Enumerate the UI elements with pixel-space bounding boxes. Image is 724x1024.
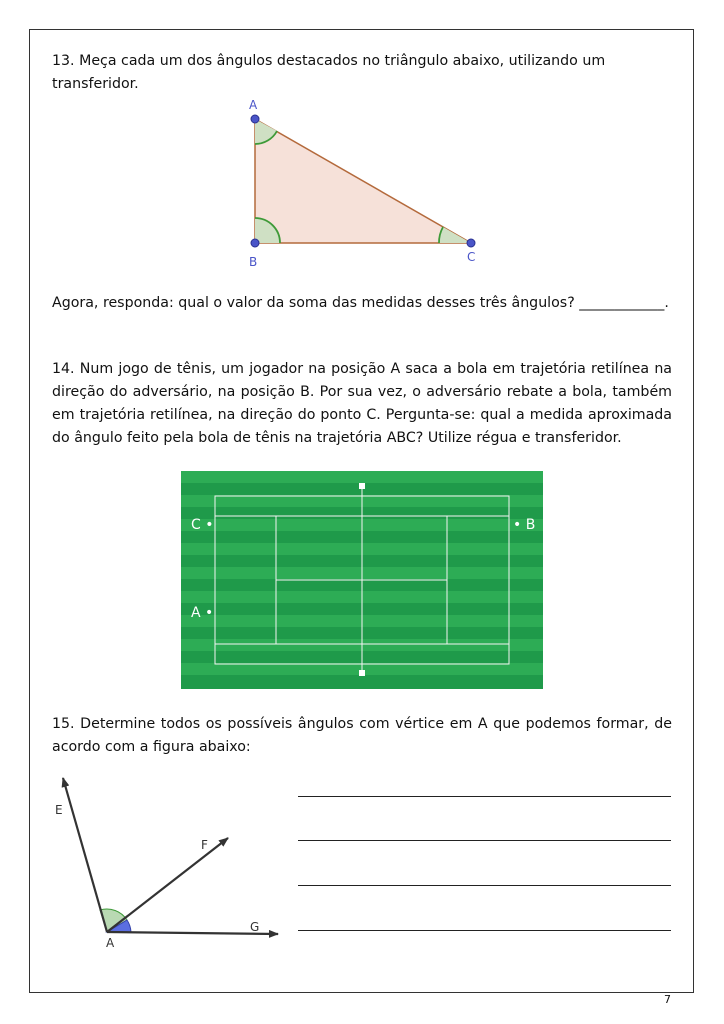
answer-line-1[interactable]: [298, 796, 671, 797]
question-13-followup: [52, 292, 672, 315]
point-label-b: • B: [513, 517, 536, 533]
ray-label-e: E: [55, 803, 63, 817]
ray-ae: [63, 778, 107, 932]
point-label-a: A •: [191, 605, 214, 621]
question-14-text: 14. Num jogo de tênis, um jogador na posição A saca a bola em trajetória retilínea na direção do adversário, na posição B. Por sua vez, o adversário rebate a bola, também em trajetória retilínea, na direção do ponto C. Pergunta-se: qual a medida aproximada do ângulo feito pela bola de tênis na trajetória ABC? Utilize régua e transferidor.: [52, 361, 672, 446]
vertex-label-c: C: [467, 250, 476, 264]
vertex-point-b: [251, 239, 259, 247]
page-number: 7: [664, 993, 671, 1006]
net-post-bottom: [359, 670, 365, 676]
question-13-text: 13. Meça cada um dos ângulos destacados no triângulo abaixo, utilizando um transferidor.: [52, 53, 606, 92]
answer-line-4[interactable]: [298, 930, 671, 931]
vertex-label-a: A: [106, 936, 115, 950]
triangle-abc: [255, 119, 471, 243]
vertex-point-c: [467, 239, 475, 247]
ray-label-f: F: [201, 838, 208, 852]
angle-mark-c: [439, 227, 471, 243]
question-15-text: 15. Determine todos os possíveis ângulos com vértice em A que podemos formar, de acordo com a figura abaixo:: [52, 716, 672, 755]
question-13: [52, 50, 672, 96]
vertex-point-a: [251, 115, 259, 123]
triangle-figure: [240, 96, 490, 271]
question-14: [52, 358, 672, 450]
point-label-c: C •: [191, 517, 214, 533]
net-post-top: [359, 483, 365, 489]
vertex-label-b: B: [249, 255, 258, 269]
answer-line-2[interactable]: [298, 840, 671, 841]
answer-line-3[interactable]: [298, 885, 671, 886]
rays-figure: [48, 770, 288, 960]
vertex-label-a: A: [249, 98, 258, 112]
ray-label-g: G: [250, 920, 260, 934]
question-15: [52, 713, 672, 759]
question-13-followup-text: Agora, responda: qual o valor da soma das medidas desses três ângulos? ____________.: [52, 295, 669, 311]
tennis-court-figure: [181, 471, 543, 689]
ray-af: [107, 838, 228, 932]
